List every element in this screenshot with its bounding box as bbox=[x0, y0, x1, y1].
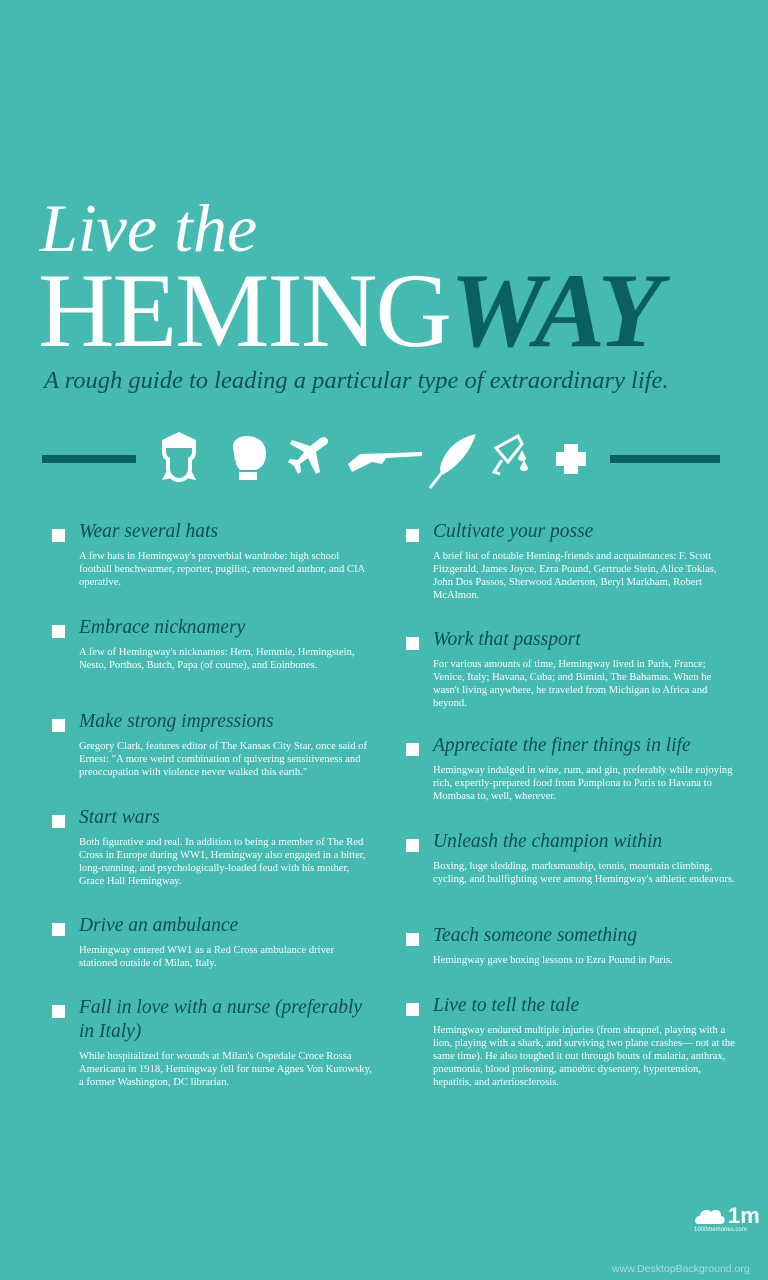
item-title: Unleash the champion within bbox=[433, 831, 663, 852]
airplane-icon bbox=[286, 432, 330, 482]
cap-icon bbox=[156, 432, 202, 482]
item-title: Live to tell the tale bbox=[433, 995, 580, 1016]
list-item bbox=[406, 520, 736, 602]
divider-left bbox=[42, 455, 136, 463]
boxing-glove-icon bbox=[226, 432, 270, 482]
checkbox[interactable] bbox=[406, 933, 419, 946]
item-body: Hemingway indulged in wine, rum, and gin, preferably while enjoying rich, expertly-prepared food from Pamplona to Paris to Havana to Mombasa to, well, wherever. bbox=[433, 765, 733, 802]
list-item bbox=[52, 996, 372, 1089]
checkbox[interactable] bbox=[52, 625, 65, 638]
checkbox[interactable] bbox=[52, 923, 65, 936]
title-hemingway-part2: WAY bbox=[449, 252, 660, 369]
checkbox[interactable] bbox=[52, 719, 65, 732]
checkbox[interactable] bbox=[52, 815, 65, 828]
watermark: www.DesktopBackground.org bbox=[612, 1263, 750, 1275]
list-item bbox=[406, 628, 736, 710]
list-item bbox=[52, 520, 372, 589]
item-title: Appreciate the finer things in life bbox=[433, 735, 691, 756]
checkbox[interactable] bbox=[406, 529, 419, 542]
divider-right bbox=[610, 455, 720, 463]
checkbox[interactable] bbox=[406, 839, 419, 852]
red-cross-icon bbox=[552, 432, 590, 482]
list-item bbox=[406, 994, 736, 1089]
checkbox[interactable] bbox=[406, 637, 419, 650]
title-line-1: Live the bbox=[40, 190, 258, 266]
item-title: Make strong impressions bbox=[79, 711, 274, 732]
subtitle: A rough guide to leading a particular type of extraordinary life. bbox=[44, 367, 669, 394]
item-body: For various amounts of time, Hemingway lived in Paris, France; Venice, Italy; Havana, Cuba; and Bimini, The Bahamas. When he wasn't living anywhere, he traveled from Michigan to Africa and beyond. bbox=[433, 659, 712, 709]
item-body: Hemingway gave boxing lessons to Ezra Pound in Paris. bbox=[433, 955, 673, 966]
item-body: Hemingway endured multiple injuries (from shrapnel, playing with a lion, playing with a shark, and surviving two plane crashes— not at the same time). He also toughed it out through bouts of malaria, anthrax, pneumonia, blood poisoning, amoebic dysentery, hypertension, hepatitis, and arteriosclerosis. bbox=[433, 1025, 735, 1088]
item-title: Teach someone something bbox=[433, 925, 638, 946]
checkbox[interactable] bbox=[52, 1005, 65, 1018]
checkbox[interactable] bbox=[406, 1003, 419, 1016]
item-body: A few of Hemingway's nicknames: Hem, Hemmie, Hemingstein, Nesto, Porthos, Butch, Papa (of course), and Eoinbones. bbox=[79, 647, 355, 671]
rifle-icon bbox=[346, 432, 424, 482]
list-item bbox=[52, 616, 372, 672]
quill-icon bbox=[428, 432, 480, 492]
item-body: Hemingway entered WW1 as a Red Cross ambulance driver stationed outside of Milan, Italy. bbox=[79, 945, 335, 969]
item-body: Both figurative and real. In addition to being a member of The Red Cross in Europe during WW1, Hemingway also engaged in a bitter, long-running, and psychologically-loaded feud with his mother, Grace Hall Hemingway. bbox=[79, 837, 366, 887]
item-title: Start wars bbox=[79, 807, 160, 828]
checkbox[interactable] bbox=[52, 529, 65, 542]
title-line-2 bbox=[38, 252, 660, 369]
item-title: Work that passport bbox=[433, 629, 581, 650]
checkbox[interactable] bbox=[406, 743, 419, 756]
list-item bbox=[52, 914, 372, 970]
item-body: A few hats in Hemingway's proverbial wardrobe: high school football benchwarmer, reporter, pugilist, renowned author, and CIA operative. bbox=[79, 551, 365, 588]
title-hemingway-part1: HEMING bbox=[38, 252, 450, 369]
item-body: A brief list of notable Heming-friends and acquaintances: F. Scott Fitzgerald, James Joyce, Ezra Pound, Gertrude Stein, Alice Toklas, John Dos Passos, Sherwood Anderson, Beryl Markham, Robert McAlmon. bbox=[433, 551, 717, 601]
item-title: Embrace nicknamery bbox=[79, 617, 246, 638]
item-title: Cultivate your posse bbox=[433, 521, 594, 542]
1000memories-logo bbox=[694, 1204, 764, 1226]
list-item bbox=[406, 734, 736, 803]
logo-mark: 1m bbox=[728, 1204, 760, 1226]
item-title: Wear several hats bbox=[79, 521, 219, 542]
item-body: Boxing, luge sledding, marksmanship, tennis, mountain climbing, cycling, and bullfighting were among Hemingway's athletic endeavors. bbox=[433, 861, 735, 885]
item-title: Fall in love with a nurse (preferably in Italy) bbox=[79, 997, 363, 1042]
list-item bbox=[406, 924, 736, 967]
list-item bbox=[406, 830, 736, 886]
item-title: Drive an ambulance bbox=[79, 915, 239, 936]
logo-text: 1000memories.com bbox=[694, 1227, 747, 1233]
item-body: While hospitalized for wounds at Milan's Ospedale Croce Rossa Americana in 1918, Hemingway fell for nurse Agnes Von Kurowsky, a former Washington, DC librarian. bbox=[79, 1051, 372, 1088]
cocktail-icon bbox=[488, 432, 534, 482]
list-item bbox=[52, 806, 372, 888]
item-body: Gregory Clark, features editor of The Kansas City Star, once said of Ernest: "A more weird combination of quivering sensitiveness and preoccupation with violence never walked this earth." bbox=[79, 741, 367, 778]
list-item bbox=[52, 710, 372, 779]
